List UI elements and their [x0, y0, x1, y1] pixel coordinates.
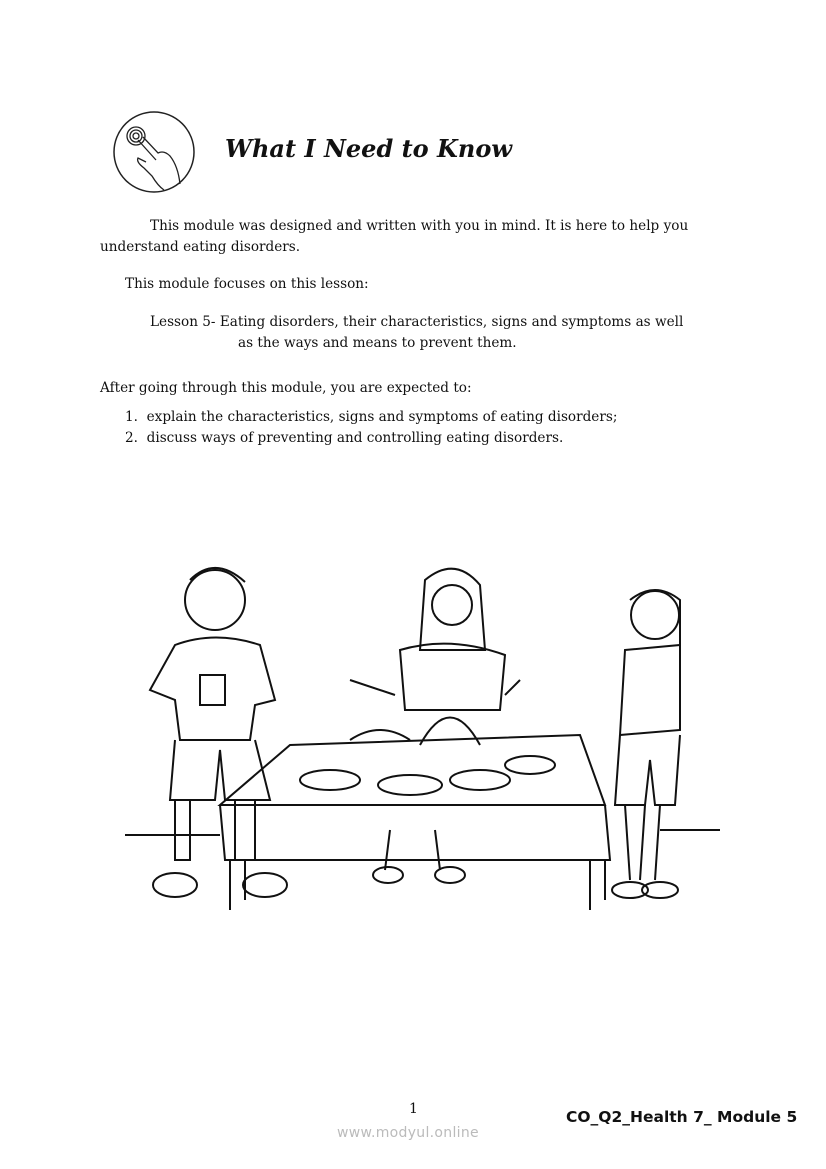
- focus-text: This module focuses on this lesson:: [125, 276, 369, 292]
- list-number: 1.: [125, 409, 138, 425]
- list-item: [125, 407, 617, 428]
- lesson-line-2: as the ways and means to prevent them.: [238, 335, 517, 351]
- lesson-line-1: Lesson 5- Eating disorders, their characteristics, signs and symptoms as well: [150, 314, 684, 330]
- list-number: 2.: [125, 430, 138, 446]
- intro-line-1: This module was designed and written with you in mind. It is here to help you: [150, 218, 689, 234]
- module-code: CO_Q2_Health 7_ Module 5: [566, 1108, 798, 1126]
- list-text: discuss ways of preventing and controlling eating disorders.: [146, 430, 564, 446]
- list-text: explain the characteristics, signs and symptoms of eating disorders;: [146, 409, 618, 425]
- page-number: 1: [409, 1101, 418, 1117]
- eating-disorder-illustration: [120, 560, 730, 924]
- hand-tap-icon: [112, 110, 196, 198]
- intro-line-2: understand eating disorders.: [100, 239, 301, 255]
- expectations-intro: After going through this module, you are expected to:: [100, 380, 472, 396]
- list-item: [125, 428, 563, 449]
- section-title: What I Need to Know: [225, 134, 513, 163]
- watermark: www.modyul.online: [337, 1125, 479, 1141]
